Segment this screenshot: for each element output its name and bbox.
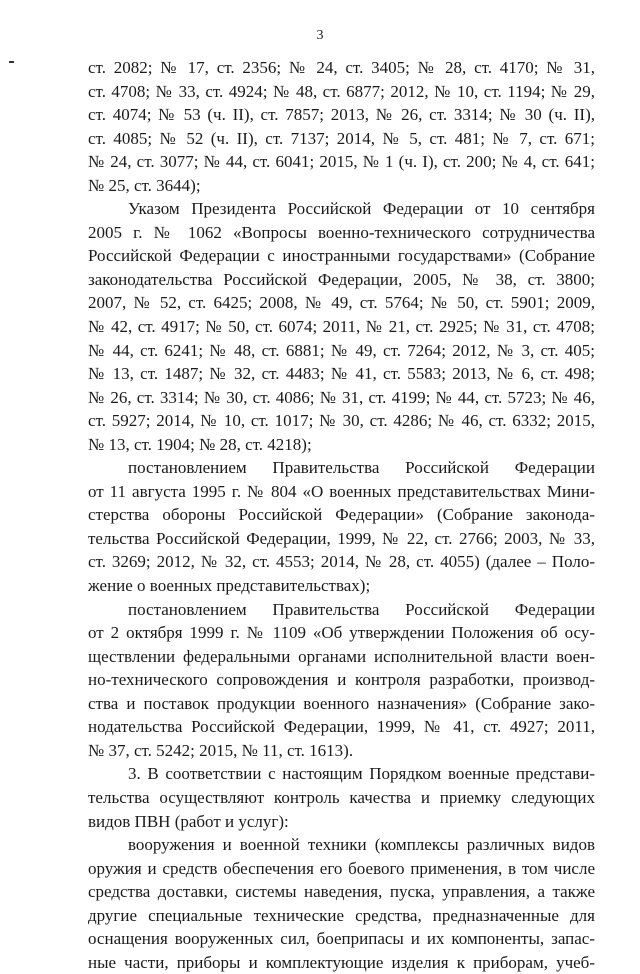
document-body — [88, 56, 595, 974]
text-line: № 26, ст. 3314; № 30, ст. 4086; № 31, ст. 4199; № 44, ст. 5723; № 46, — [88, 387, 595, 407]
text-line: тельства осуществляют контроль качества и приемку следующих — [88, 787, 595, 807]
text-line: ст. 3269; 2012, № 32, ст. 4553; 2014, № 28, ст. 4055) (далее – Поло- — [88, 552, 595, 572]
text-line: ства и поставок продукции военного назначения» (Собрание зако- — [88, 693, 595, 713]
text-line: тельства Российской Федерации, 1999, № 22, ст. 2766; 2003, № 33, — [88, 528, 595, 548]
text-line: жение о военных представительствах); — [88, 576, 371, 596]
text-line: Указом Президента Российской Федерации от 10 сентября — [128, 199, 595, 219]
text-line: видов ПВН (работ и услуг): — [88, 811, 289, 831]
text-line: 2005 г. № 1062 «Вопросы военно-технического сотрудничества — [88, 222, 595, 242]
text-line: стерства обороны Российской Федерации» (Собрание законода- — [88, 505, 595, 525]
text-line: ст. 4074; № 53 (ч. II), ст. 7857; 2013, № 26, ст. 3314; № 30 (ч. II), — [88, 105, 595, 125]
margin-mark — [9, 61, 14, 63]
text-line: № 44, ст. 6241; № 48, ст. 6881; № 49, ст. 7264; 2012, № 3, ст. 405; — [88, 340, 595, 360]
text-line: № 42, ст. 4917; № 50, ст. 6074; 2011, № 21, ст. 2925; № 31, ст. 4708; — [88, 317, 595, 337]
text-line: ществлении федеральными органами исполнительной власти воен- — [88, 646, 595, 666]
page-number: 3 — [316, 28, 324, 43]
text-line: № 13, ст. 1904; № 28, ст. 4218); — [88, 434, 312, 454]
text-line: № 37, ст. 5242; 2015, № 11, ст. 1613). — [88, 740, 354, 760]
text-line: № 25, ст. 3644); — [88, 175, 201, 195]
text-line: Российской Федерации с иностранными государствами» (Собрание — [88, 246, 595, 266]
text-line: средства доставки, системы наведения, пуска, управления, а также — [88, 882, 595, 902]
text-line: ст. 4708; № 33, ст. 4924; № 48, ст. 6877; 2012, № 10, ст. 1194; № 29, — [88, 81, 595, 101]
text-line: № 13, ст. 1487; № 32, ст. 4483; № 41, ст. 5583; 2013, № 6, ст. 498; — [88, 364, 595, 384]
text-line: другие специальные технические средства, предназначенные для — [88, 905, 595, 925]
text-line: оружия и средств обеспечения его боевого применения, в том числе — [88, 858, 595, 878]
text-line: ст. 4085; № 52 (ч. II), ст. 7137; 2014, № 5, ст. 481; № 7, ст. 671; — [88, 128, 595, 148]
text-line: ст. 2082; № 17, ст. 2356; № 24, ст. 3405; № 28, ст. 4170; № 31, — [88, 58, 595, 77]
text-line: но-технического сопровождения и контроля разработки, производ- — [88, 670, 595, 690]
text-line: 3. В соответствии с настоящим Порядком военные представи- — [128, 764, 595, 784]
text-line: от 11 августа 1995 г. № 804 «О военных представительствах Мини- — [88, 481, 595, 501]
text-line: ст. 5927; 2014, № 10, ст. 1017; № 30, ст. 4286; № 46, ст. 6332; 2015, — [88, 411, 595, 431]
text-line: 2007, № 52, ст. 6425; 2008, № 49, ст. 5764; № 50, ст. 5901; 2009, — [88, 293, 595, 313]
text-line: постановлением Правительства Российской Федерации — [128, 599, 595, 619]
text-line: ные части, приборы и комплектующие изделия к приборам, учеб- — [88, 952, 595, 972]
text-line: нодательства Российской Федерации, 1999, № 41, ст. 4927; 2011, — [88, 717, 595, 737]
text-line: законодательства Российской Федерации, 2005, № 38, ст. 3800; — [88, 269, 595, 289]
text-line: оснащения вооруженных сил, боеприпасы и их компоненты, запас- — [88, 929, 595, 949]
text-line: № 24, ст. 3077; № 44, ст. 6041; 2015, № 1 (ч. I), ст. 200; № 4, ст. 641; — [88, 152, 595, 172]
text-line: от 2 октября 1999 г. № 1109 «Об утверждении Положения об осу- — [88, 623, 595, 643]
text-line: постановлением Правительства Российской Федерации — [128, 458, 595, 478]
text-line: вооружения и военной техники (комплексы различных видов — [128, 835, 595, 855]
